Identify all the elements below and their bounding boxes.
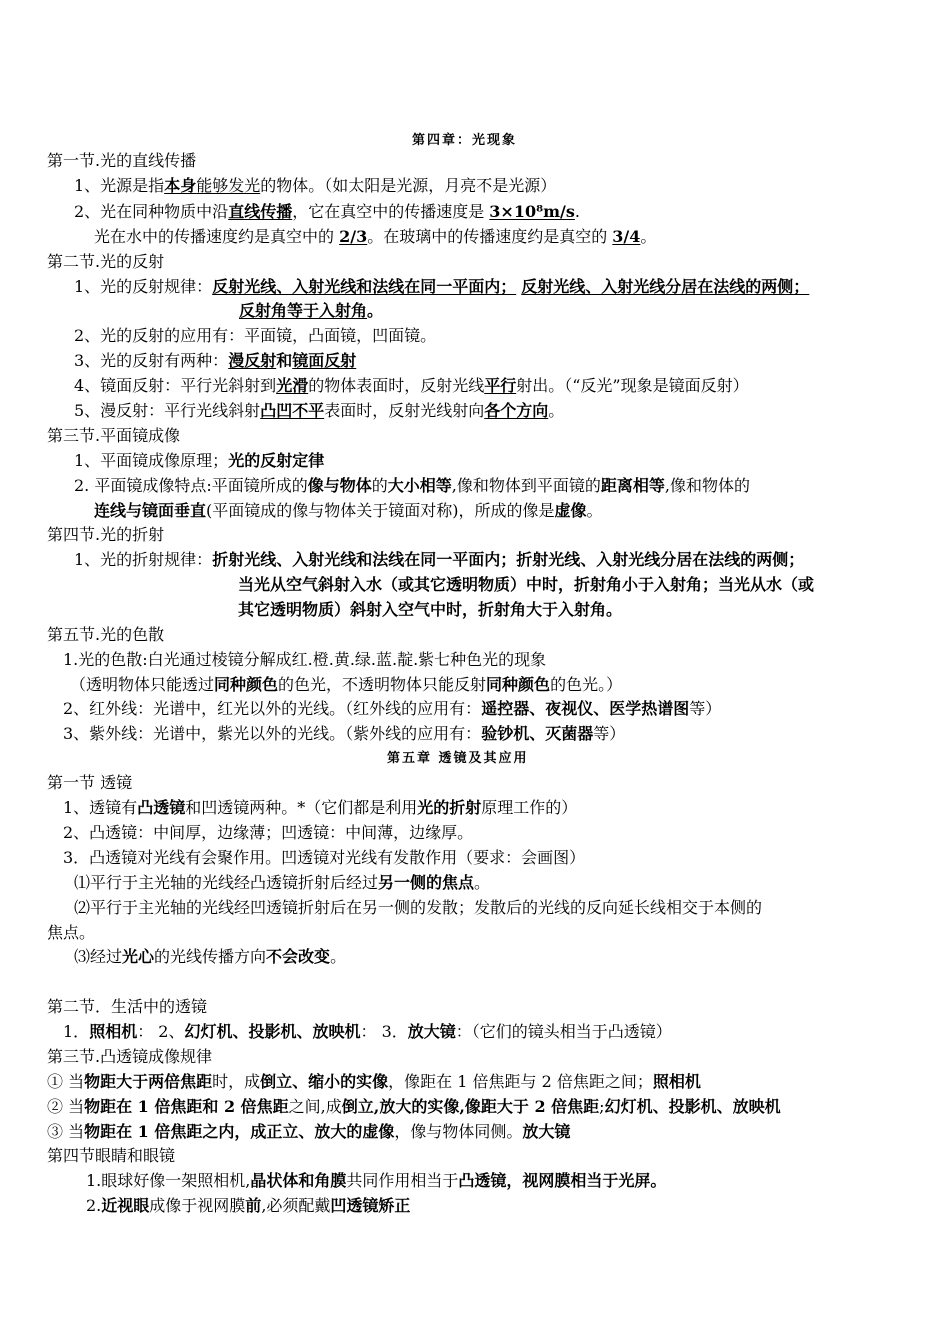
- list-item: 连线与镜面垂直(平面镜成的像与物体关于镜面对称)，所成的像是虚像。: [94, 501, 603, 520]
- list-item: 1、光的反射规律：反射光线、入射光线和法线在同一平面内； 反射光线、入射光线分居在法线的两侧；: [74, 277, 810, 296]
- list-item: 焦点。: [47, 923, 96, 942]
- list-item: ⑵平行于主光轴的光线经凹透镜折射后在另一侧的发散；发散后的光线的反向延长线相交于本侧的: [74, 898, 763, 917]
- section-heading: 第二节．生活中的透镜: [47, 997, 208, 1016]
- list-item: 当光从空气斜射入水（或其它透明物质）中时，折射角小于入射角；当光从水（或: [238, 575, 815, 594]
- chapter5-title: 第五章 透镜及其应用: [387, 751, 529, 766]
- section-heading: 第一节 透镜: [47, 773, 133, 792]
- section-heading: 第三节.平面镜成像: [47, 426, 181, 445]
- list-item: 2.近视眼成像于视网膜前,必须配戴凹透镜矫正: [86, 1196, 411, 1215]
- section-heading: 第一节.光的直线传播: [47, 151, 197, 170]
- section-heading: 第四节.光的折射: [47, 525, 165, 544]
- list-item: 1.光的色散:白光通过棱镜分解成红.橙.黄.绿.蓝.靛.紫七种色光的现象: [63, 650, 547, 669]
- list-item: 5、漫反射：平行光线斜射凸凹不平表面时，反射光线射向各个方向。: [74, 401, 565, 420]
- list-item: 1、光源是指本身能够发光的物体。（如太阳是光源，月亮不是光源）: [74, 176, 557, 195]
- section-heading: 第五节.光的色散: [47, 625, 165, 644]
- list-item: 2、光的反射的应用有：平面镜，凸面镜，凹面镜。: [74, 326, 437, 345]
- list-item: 1、平面镜成像原理；光的反射定律: [74, 451, 325, 470]
- list-item: ① 当物距大于两倍焦距时，成倒立、缩小的实像，像距在 1 倍焦距与 2 倍焦距之间；照相机: [47, 1072, 701, 1091]
- list-item: 2、凸透镜：中间厚，边缘薄；凹透镜：中间薄，边缘厚。: [63, 823, 474, 842]
- list-item: 1、光的折射规律：折射光线、入射光线和法线在同一平面内；折射光线、入射光线分居在法线的两侧；: [74, 550, 805, 569]
- list-item: 1、透镜有凸透镜和凹透镜两种。*（它们都是利用光的折射原理工作的）: [63, 798, 578, 817]
- list-item: 光在水中的传播速度约是真空中的 2/3。在玻璃中的传播速度约是真空的 3/4。: [94, 227, 657, 246]
- section-heading: 第四节眼睛和眼镜: [47, 1146, 176, 1165]
- list-item: 4、镜面反射：平行光斜射到光滑的物体表面时，反射光线平行射出。（“反光”现象是镜面反射）: [74, 376, 749, 395]
- list-item: ② 当物距在 1 倍焦距和 2 倍焦距之间,成倒立,放大的实像,像距大于 2 倍焦距;幻灯机、投影机、放映机: [47, 1097, 781, 1116]
- list-item: 2. 平面镜成像特点:平面镜所成的像与物体的大小相等,像和物体到平面镜的距离相等,像和物体的: [74, 476, 750, 495]
- chapter4-title: 第四章：光现象: [412, 133, 518, 148]
- section-heading: 第二节.光的反射: [47, 252, 165, 271]
- list-item: 1．照相机： 2、幻灯机、投影机、放映机： 3．放大镜：（它们的镜头相当于凸透镜）: [63, 1022, 672, 1041]
- list-item: 2、光在同种物质中沿直线传播，它在真空中的传播速度是 3×10⁸m/s.: [74, 202, 580, 221]
- list-item: 3、紫外线：光谱中，紫光以外的光线。（紫外线的应用有：验钞机、灭菌器等）: [63, 724, 626, 743]
- list-item: 3、光的反射有两种：漫反射和镜面反射: [74, 351, 357, 370]
- list-item: ⑶经过光心的光线传播方向不会改变。: [74, 947, 347, 966]
- list-item: 其它透明物质）斜射入空气中时，折射角大于入射角。: [238, 600, 623, 619]
- list-item: 3．凸透镜对光线有会聚作用。凹透镜对光线有发散作用（要求：会画图）: [63, 848, 586, 867]
- list-item: 1.眼球好像一架照相机,晶状体和角膜共同作用相当于凸透镜，视网膜相当于光屏。: [86, 1171, 667, 1190]
- list-item: ⑴平行于主光轴的光线经凸透镜折射后经过另一侧的焦点。: [74, 873, 491, 892]
- list-item: 反射角等于入射角。: [239, 301, 384, 320]
- list-item: ③ 当物距在 1 倍焦距之内，成正立、放大的虚像，像与物体同侧。放大镜: [47, 1122, 571, 1141]
- list-item: 2、红外线：光谱中，红光以外的光线。（红外线的应用有：遥控器、夜视仪、医学热谱图等）: [63, 699, 722, 718]
- section-heading: 第三节.凸透镜成像规律: [47, 1047, 213, 1066]
- list-item: （透明物体只能透过同种颜色的色光，不透明物体只能反射同种颜色的色光。）: [70, 675, 623, 694]
